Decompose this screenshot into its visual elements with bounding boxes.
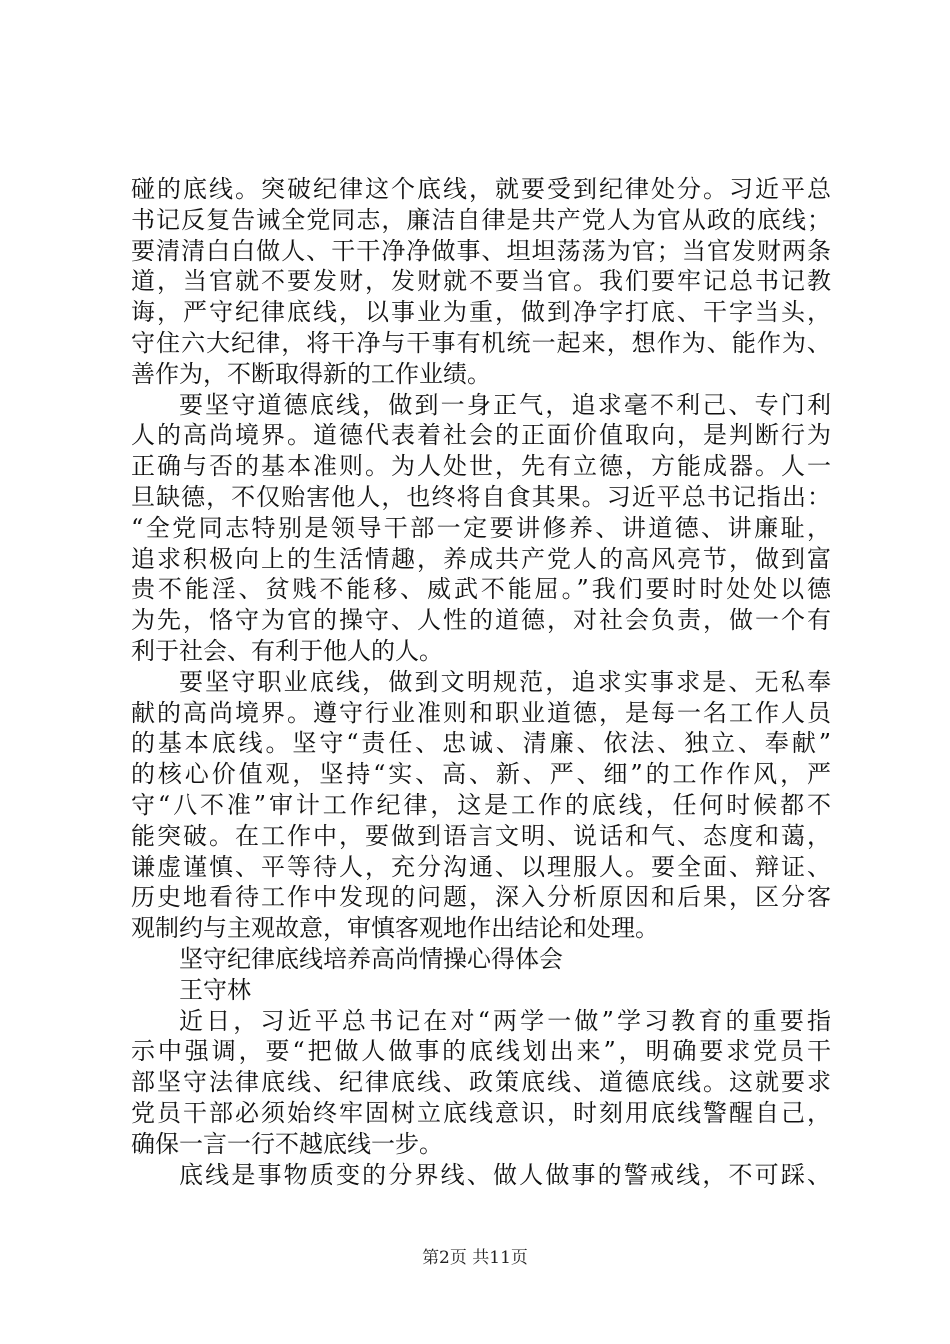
text-line: 近日，习近平总书记在对“两学一做”学习教育的重要指: [179, 1006, 831, 1035]
text-line: 书记反复告诫全党同志，廉洁自律是共产党人为官从政的底线；: [131, 205, 831, 234]
paragraph-4: [131, 1006, 831, 1160]
text-line: 贵不能淫、贫贱不能移、威武不能屈。”我们要时时处处以德: [131, 575, 831, 604]
text-line: 道，当官就不要发财，发财就不要当官。我们要牢记总书记教: [131, 267, 831, 296]
text-line: 人的高尚境界。道德代表着社会的正面价值取向，是判断行为: [131, 421, 831, 450]
text-line: 诲，严守纪律底线，以事业为重，做到净字打底、干字当头，: [131, 298, 831, 327]
page-footer: [0, 1243, 950, 1268]
text-line: 底线是事物质变的分界线、做人做事的警戒线，不可踩、: [179, 1160, 831, 1189]
article-title: 坚守纪律底线培养高尚情操心得体会: [179, 944, 563, 973]
paragraph-1: [131, 174, 831, 390]
author-name: 王守林: [179, 975, 251, 1004]
text-line: 确保一言一行不越底线一步。: [131, 1129, 443, 1158]
text-line: 的核心价值观，坚持“实、高、新、严、细”的工作作风，严: [131, 760, 831, 789]
text-line: 部坚守法律底线、纪律底线、政策底线、道德底线。这就要求: [131, 1068, 831, 1097]
document-body: [131, 174, 831, 1190]
text-line: 追求积极向上的生活情趣，养成共产党人的高风亮节，做到富: [131, 544, 831, 573]
text-line: “全党同志特别是领导干部一定要讲修养、讲道德、讲廉耻，: [131, 513, 831, 542]
text-line: 党员干部必须始终牢固树立底线意识，时刻用底线警醒自己，: [131, 1098, 831, 1127]
section-title: [131, 944, 831, 975]
text-line: 善作为，不断取得新的工作业绩。: [131, 359, 491, 388]
text-line: 示中强调，要“把做人做事的底线划出来”，明确要求党员干: [131, 1037, 831, 1066]
text-line: 谦虚谨慎、平等待人，充分沟通、以理服人。要全面、辩证、: [131, 852, 831, 881]
text-line: 要坚守道德底线，做到一身正气，追求毫不利己、专门利: [179, 390, 831, 419]
paragraph-5: [131, 1160, 831, 1191]
text-line: 为先，恪守为官的操守、人性的道德，对社会负责，做一个有: [131, 606, 831, 635]
text-line: 要清清白白做人、干干净净做事、坦坦荡荡为官；当官发财两条: [131, 236, 831, 265]
text-line: 的基本底线。坚守“责任、忠诚、清廉、依法、独立、奉献”: [131, 729, 831, 758]
text-line: 历史地看待工作中发现的问题，深入分析原因和后果，区分客: [131, 883, 831, 912]
text-line: 守“八不准”审计工作纪律，这是工作的底线，任何时候都不: [131, 790, 831, 819]
text-line: 要坚守职业底线，做到文明规范，追求实事求是、无私奉: [179, 667, 831, 696]
paragraph-2: [131, 390, 831, 667]
paragraph-3: [131, 667, 831, 944]
text-line: 正确与否的基本准则。为人处世，先有立德，方能成器。人一: [131, 452, 831, 481]
text-line: 观制约与主观故意，审慎客观地作出结论和处理。: [131, 914, 659, 943]
author-block: [131, 975, 831, 1006]
text-line: 能突破。在工作中，要做到语言文明、说话和气、态度和蔼，: [131, 821, 831, 850]
text-line: 献的高尚境界。遵守行业准则和职业道德，是每一名工作人员: [131, 698, 831, 727]
page-number: 第2页 共11页: [422, 1248, 528, 1268]
text-line: 利于社会、有利于他人的人。: [131, 636, 443, 665]
text-line: 守住六大纪律，将干净与干事有机统一起来，想作为、能作为、: [131, 328, 831, 357]
text-line: 碰的底线。突破纪律这个底线，就要受到纪律处分。习近平总: [131, 175, 831, 203]
text-line: 旦缺德，不仅贻害他人，也终将自食其果。习近平总书记指出：: [131, 482, 831, 511]
